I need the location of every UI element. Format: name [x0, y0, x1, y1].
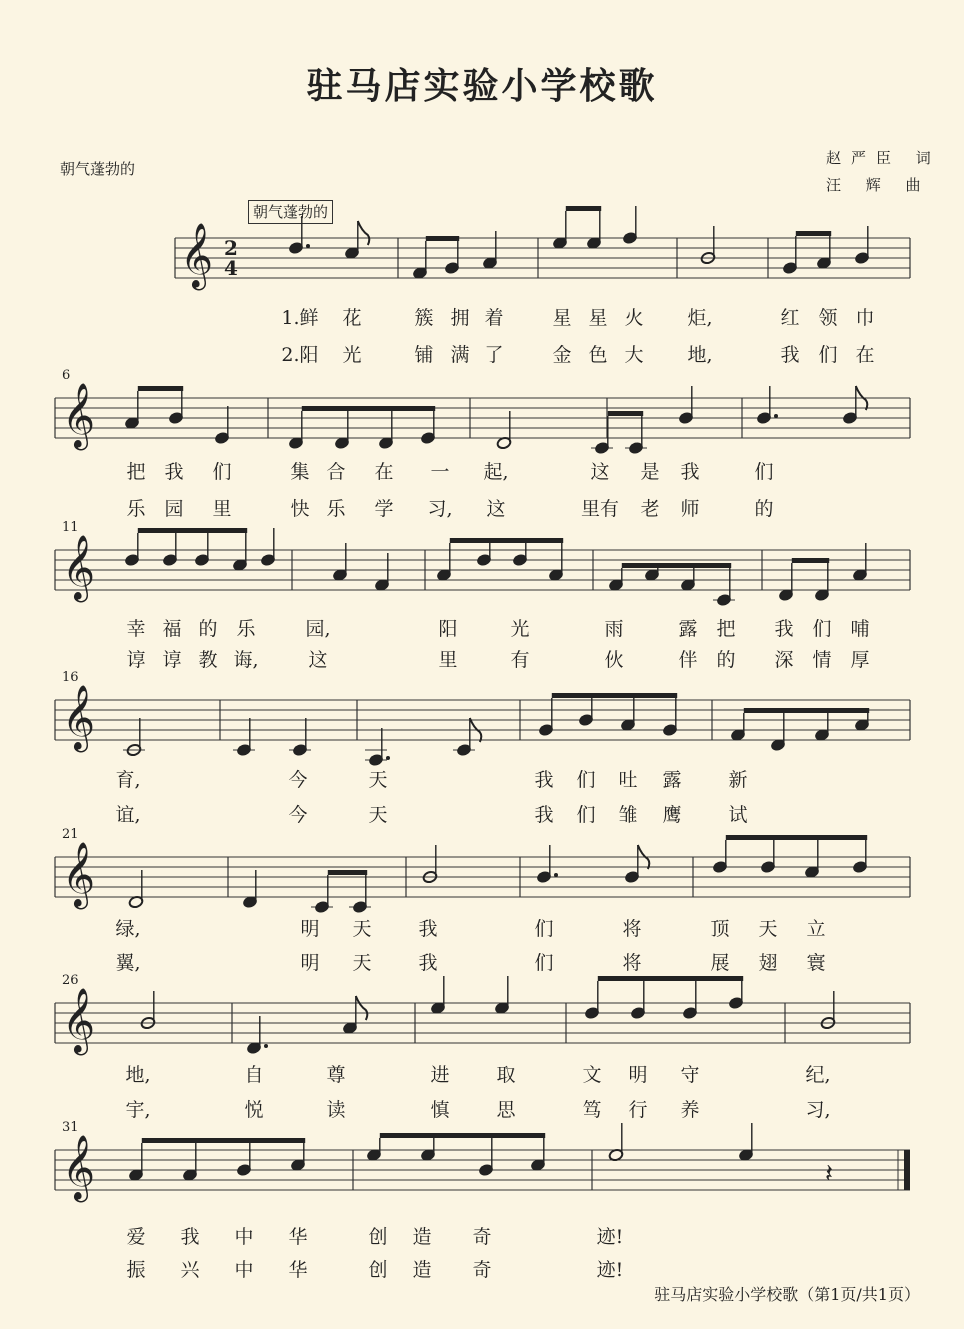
page-title: 驻马店实验小学校歌	[306, 66, 658, 107]
lyric-syllable: 明	[300, 918, 320, 940]
lyric-syllable: 的	[754, 498, 774, 520]
lyric-syllable: 育,	[115, 769, 141, 791]
beam	[566, 206, 601, 211]
lyric-syllable: 这	[486, 498, 506, 520]
lyric-syllable: 进	[430, 1064, 450, 1086]
lyric-syllable: 金	[552, 344, 572, 366]
lyric-syllable: 地,	[125, 1064, 151, 1086]
lyric-syllable: 我	[680, 461, 700, 483]
lyric-syllable: 养	[680, 1099, 700, 1121]
lyric-syllable: 我	[780, 344, 800, 366]
lyric-syllable: 着	[484, 307, 504, 329]
lyric-syllable: 炬,	[687, 307, 713, 329]
beam	[380, 1133, 545, 1138]
dot	[264, 1044, 268, 1048]
lyric-syllable: 天	[352, 952, 372, 974]
measure-number: 11	[62, 520, 79, 535]
lyric-syllable: 园	[164, 498, 184, 520]
beam	[796, 231, 831, 236]
lyric-syllable: 合	[326, 461, 346, 483]
beam	[426, 236, 459, 241]
lyric-syllable: 读	[326, 1099, 346, 1121]
staff-system	[0, 1110, 964, 1230]
treble-clef-icon: 𝄞	[62, 842, 96, 907]
beam	[142, 1138, 305, 1143]
lyric-syllable: 谆	[162, 649, 182, 671]
lyric-syllable: 明	[300, 952, 320, 974]
lyric-syllable: 我	[774, 618, 794, 640]
lyric-syllable: 们	[212, 461, 232, 483]
lyric-syllable: 学	[374, 498, 394, 520]
lyric-syllable: 我	[534, 804, 554, 826]
lyric-syllable: 爱	[126, 1226, 146, 1248]
lyric-syllable: 慎	[430, 1099, 450, 1121]
lyric-syllable: 们	[754, 461, 774, 483]
lyric-syllable: 雨	[604, 618, 624, 640]
lyric-syllable: 寰	[806, 952, 826, 974]
treble-clef-icon: 𝄞	[62, 383, 96, 448]
beam	[138, 386, 183, 391]
lyric-syllable: 光	[342, 344, 362, 366]
tempo-box-text: 朝气蓬勃的	[253, 203, 329, 221]
lyric-syllable: 宇,	[125, 1099, 151, 1121]
lyric-syllable: 花	[342, 307, 362, 329]
page-footer: 驻马店实验小学校歌（第1页/共1页）	[654, 1285, 920, 1304]
time-signature-bottom: 4	[224, 256, 238, 280]
lyric-syllable: 乐	[126, 498, 146, 520]
beam	[138, 528, 247, 533]
lyric-syllable: 创	[368, 1226, 388, 1248]
lyric-syllable: 有	[510, 649, 530, 671]
lyric-syllable: 巾	[855, 307, 875, 329]
lyric-syllable: 师	[680, 498, 700, 520]
note-flag	[358, 221, 370, 245]
lyric-syllable: 我	[418, 918, 438, 940]
lyric-syllable: 纪,	[805, 1064, 831, 1086]
lyric-syllable: 创	[368, 1259, 388, 1281]
lyricist-credit: 赵严臣 词	[826, 149, 941, 167]
beam	[328, 870, 367, 875]
tempo-marking: 朝气蓬勃的	[60, 160, 136, 178]
staff-system	[0, 510, 964, 630]
composer-credit: 汪 辉 曲	[826, 176, 931, 194]
lyric-syllable: 展	[710, 952, 730, 974]
lyric-syllable: 起,	[483, 461, 509, 483]
lyric-syllable: 们	[812, 618, 832, 640]
beam	[744, 708, 869, 713]
lyric-syllable: 造	[412, 1259, 432, 1281]
lyric-syllable: 立	[806, 918, 826, 940]
lyric-syllable: 今	[288, 769, 308, 791]
lyric-syllable: 教	[198, 649, 218, 671]
lyric-syllable: 是	[640, 461, 660, 483]
lyric-syllable: 我	[534, 769, 554, 791]
lyric-syllable: 把	[126, 461, 146, 483]
lyric-syllable: 将	[622, 918, 642, 940]
lyric-syllable: 乐	[326, 498, 346, 520]
lyric-syllable: 们	[818, 344, 838, 366]
lyric-syllable: 了	[484, 344, 504, 366]
lyric-syllable: 1.鲜	[281, 307, 319, 329]
lyric-syllable: 取	[496, 1064, 516, 1086]
lyric-syllable: 们	[576, 804, 596, 826]
lyric-syllable: 乐	[236, 618, 256, 640]
lyric-syllable: 色	[588, 344, 608, 366]
lyric-syllable: 今	[288, 804, 308, 826]
lyric-syllable: 的	[716, 649, 736, 671]
lyric-syllable: 一	[430, 461, 450, 483]
beam	[598, 976, 743, 981]
lyric-syllable: 们	[534, 952, 554, 974]
lyric-syllable: 思	[496, 1099, 516, 1121]
lyric-syllable: 里	[438, 649, 458, 671]
lyric-syllable: 在	[374, 461, 394, 483]
lyric-syllable: 振	[126, 1259, 146, 1281]
beam	[450, 538, 563, 543]
quarter-rest: 𝄽	[825, 1159, 833, 1189]
staff-system	[0, 660, 964, 780]
lyric-syllable: 我	[418, 952, 438, 974]
lyric-syllable: 把	[716, 618, 736, 640]
lyric-syllable: 谊,	[115, 804, 141, 826]
lyric-syllable: 集	[290, 461, 310, 483]
dot	[306, 244, 310, 248]
measure-number: 6	[62, 368, 71, 383]
lyric-syllable: 们	[576, 769, 596, 791]
lyric-syllable: 福	[162, 618, 182, 640]
lyric-syllable: 兴	[180, 1259, 200, 1281]
lyric-syllable: 我	[180, 1226, 200, 1248]
treble-clef-icon: 𝄞	[62, 988, 96, 1053]
lyric-syllable: 这	[590, 461, 610, 483]
lyric-syllable: 顶	[710, 918, 730, 940]
lyric-syllable: 谆	[126, 649, 146, 671]
lyric-syllable: 守	[680, 1064, 700, 1086]
lyric-syllable: 地,	[687, 344, 713, 366]
lyric-syllable: 天	[352, 918, 372, 940]
dot	[386, 756, 390, 760]
lyric-syllable: 红	[780, 307, 800, 329]
measure-number: 16	[62, 670, 79, 685]
lyric-syllable: 奇	[472, 1259, 492, 1281]
lyric-syllable: 华	[288, 1226, 308, 1248]
lyric-syllable: 伙	[604, 649, 624, 671]
beam	[622, 563, 731, 568]
treble-clef-icon: 𝄞	[62, 535, 96, 600]
lyric-syllable: 悦	[244, 1099, 264, 1121]
lyric-syllable: 明	[628, 1064, 648, 1086]
lyric-syllable: 在	[855, 344, 875, 366]
lyric-syllable: 自	[244, 1064, 264, 1086]
lyric-syllable: 习,	[427, 498, 453, 520]
lyric-syllable: 星	[552, 307, 572, 329]
lyric-syllable: 吐	[618, 769, 638, 791]
lyric-syllable: 满	[450, 344, 470, 366]
lyric-syllable: 铺	[414, 344, 434, 366]
measure-number: 21	[62, 827, 79, 842]
lyric-syllable: 里有	[580, 498, 620, 520]
dot	[774, 414, 778, 418]
lyric-syllable: 绿,	[115, 918, 141, 940]
measure-number: 31	[62, 1120, 79, 1135]
lyric-syllable: 雏	[618, 804, 638, 826]
lyric-syllable: 行	[628, 1099, 648, 1121]
lyric-syllable: 里	[212, 498, 232, 520]
lyric-syllable: 我	[164, 461, 184, 483]
lyric-syllable: 翅	[758, 952, 778, 974]
lyric-syllable: 天	[368, 769, 388, 791]
lyric-syllable: 阳	[438, 618, 458, 640]
lyric-syllable: 中	[234, 1259, 254, 1281]
lyric-syllable: 快	[290, 498, 310, 520]
lyric-syllable: 中	[234, 1226, 254, 1248]
lyric-syllable: 厚	[850, 649, 870, 671]
dot	[554, 873, 558, 877]
lyric-syllable: 奇	[472, 1226, 492, 1248]
lyric-syllable: 露	[678, 618, 698, 640]
final-bar	[904, 1150, 910, 1190]
lyric-syllable: 尊	[326, 1064, 346, 1086]
lyric-syllable: 伴	[678, 649, 698, 671]
lyric-syllable: 鹰	[662, 804, 682, 826]
lyric-syllable: 领	[818, 307, 838, 329]
treble-clef-icon: 𝄞	[180, 223, 214, 288]
lyric-syllable: 翼,	[115, 952, 141, 974]
lyric-syllable: 星	[588, 307, 608, 329]
beam	[302, 406, 435, 411]
lyric-syllable: 迹!	[596, 1259, 624, 1281]
lyric-syllable: 园,	[305, 618, 331, 640]
treble-clef-icon: 𝄞	[62, 1135, 96, 1200]
lyric-syllable: 这	[308, 649, 328, 671]
lyric-syllable: 习,	[805, 1099, 831, 1121]
lyric-syllable: 哺	[850, 618, 870, 640]
lyric-syllable: 笃	[582, 1099, 602, 1121]
beam	[552, 693, 677, 698]
lyric-syllable: 文	[582, 1064, 602, 1086]
lyric-syllable: 天	[368, 804, 388, 826]
lyric-syllable: 诲,	[233, 649, 259, 671]
beam	[792, 558, 829, 563]
lyric-syllable: 将	[622, 952, 642, 974]
lyric-syllable: 光	[510, 618, 530, 640]
measure-number: 26	[62, 973, 79, 988]
lyric-syllable: 拥	[450, 307, 470, 329]
lyric-syllable: 深	[774, 649, 794, 671]
lyric-syllable: 造	[412, 1226, 432, 1248]
lyric-syllable: 天	[758, 918, 778, 940]
lyric-syllable: 华	[288, 1259, 308, 1281]
lyric-syllable: 露	[662, 769, 682, 791]
lyric-syllable: 2.阳	[281, 344, 319, 366]
lyric-syllable: 试	[728, 804, 748, 826]
lyric-syllable: 新	[728, 769, 748, 791]
lyric-syllable: 老	[640, 498, 660, 520]
lyric-syllable: 的	[198, 618, 218, 640]
lyric-syllable: 幸	[126, 618, 146, 640]
beam	[726, 835, 867, 840]
lyric-syllable: 火	[624, 307, 644, 329]
lyric-syllable: 迹!	[596, 1226, 624, 1248]
staff-system	[0, 198, 964, 318]
treble-clef-icon: 𝄞	[62, 685, 96, 750]
time-signature-top: 2	[224, 236, 238, 260]
lyric-syllable: 们	[534, 918, 554, 940]
lyric-syllable: 大	[624, 344, 644, 366]
lyric-syllable: 簇	[414, 307, 434, 329]
beam	[608, 411, 643, 416]
lyric-syllable: 情	[812, 649, 832, 671]
note-flag	[356, 996, 368, 1020]
